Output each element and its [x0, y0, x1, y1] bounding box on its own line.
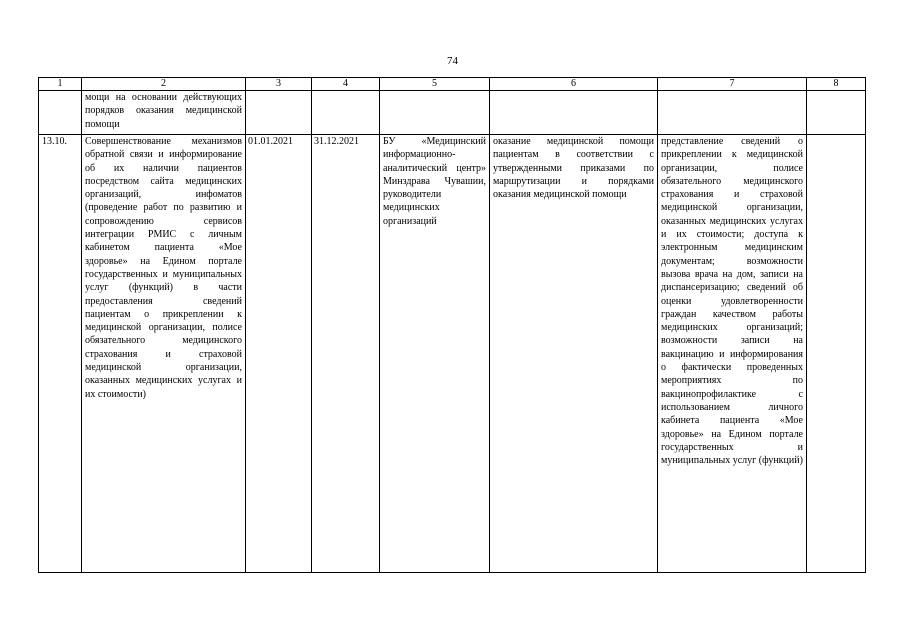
cell-indicator: представление сведений о прикреплении к медицинской организации, полисе обязательного медицинского страхования и страховой медицинской организации, оказанных медицинских услугах и их стоимости; доступа к электронным медицинским документам; возможности вызова врача на дом, записи на диспансеризацию; сведений об оценки удовлетворенности граждан качеством работы медицинских организаций; возможности записи на вакцинацию и информирования о фактически проведенных мероприятиях по вакцинопрофилактике с использованием личного кабинета пациента «Мое здоровье» на Едином портале государственных и муниципальных услуг (функций)	[658, 135, 807, 573]
cell-number: 13.10.	[39, 135, 82, 573]
cell-end-date	[312, 91, 380, 135]
page-number: 74	[447, 55, 458, 67]
header-cell-6: 6	[490, 78, 658, 91]
header-cell-1: 1	[39, 78, 82, 91]
cell-note	[807, 91, 866, 135]
cell-start-date: 01.01.2021	[246, 135, 312, 573]
header-cell-7: 7	[658, 78, 807, 91]
cell-number	[39, 91, 82, 135]
header-cell-4: 4	[312, 78, 380, 91]
header-cell-2: 2	[82, 78, 246, 91]
cell-indicator	[658, 91, 807, 135]
cell-measure: Совершенствование механизмов обратной связи и информирование об их наличии пациентов посредством сайта медицинских организаций, инфоматов (проведение работ по развитию и сопровождению сервисов интеграции РМИС с личным кабинетом пациента «Мое здоровье» на Едином портале государственных и муниципальных услуг (функций) в части предоставления сведений пациентам о прикреплении к медицинской организации, полисе обязательного медицинского страхования и страховой медицинской организации, оказанных медицинских услугах и их стоимости)	[82, 135, 246, 573]
header-cell-8: 8	[807, 78, 866, 91]
cell-start-date	[246, 91, 312, 135]
cell-end-date: 31.12.2021	[312, 135, 380, 573]
plan-table	[38, 77, 866, 573]
cell-expected-result	[490, 91, 658, 135]
header-cell-5: 5	[380, 78, 490, 91]
table-header-row	[39, 78, 866, 91]
cell-note	[807, 135, 866, 573]
cell-measure: мощи на основании действующих порядков оказания медицинской помощи	[82, 91, 246, 135]
header-cell-3: 3	[246, 78, 312, 91]
cell-responsible: БУ «Медицинский информационно-аналитический центр» Минздрава Чувашии, руководители медицинских организаций	[380, 135, 490, 573]
cell-responsible	[380, 91, 490, 135]
table-row-continuation	[39, 91, 866, 135]
table-row	[39, 135, 866, 573]
cell-expected-result: оказание медицинской помощи пациентам в соответствии с утвержденными приказами по маршрутизации и порядками оказания медицинской помощи	[490, 135, 658, 573]
